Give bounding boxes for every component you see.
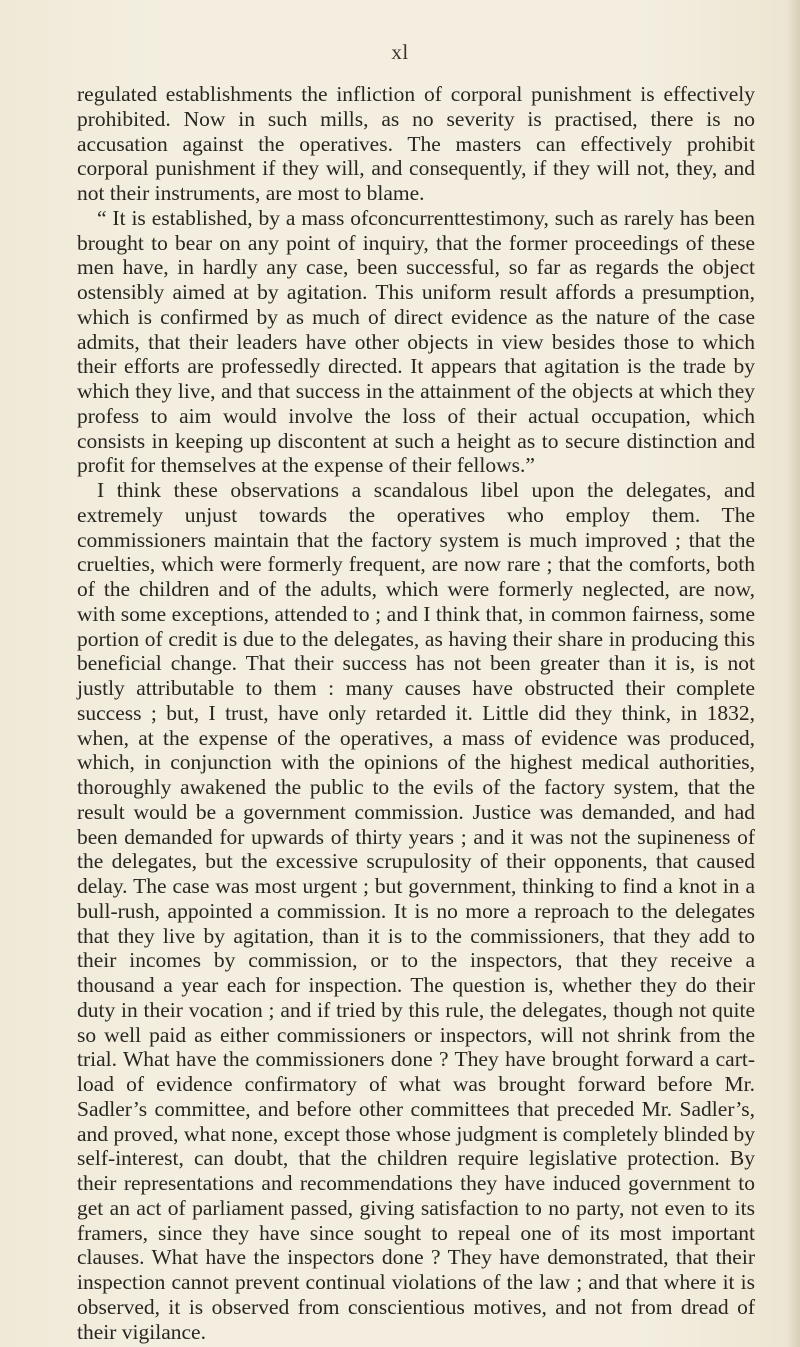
paragraph-continuation: regulated establishments the infliction of corporal punishment is effectively prohibited. Now in such mills, as no severity is practised, there is no accusation against the operatives. The masters can effectively prohibit corporal punishment if they will, and consequently, if they will not, they, and not their instruments, are most to blame. — [77, 82, 755, 205]
page-number: xl — [391, 40, 409, 64]
page-edge-shadow — [786, 0, 800, 1347]
body-text — [77, 82, 755, 1344]
paragraph-quotation: “ It is established, by a mass ofconcurrenttestimony, such as rarely has been brought to bear on any point of inquiry, that the former proceedings of these men have, in hardly any case, been successful, so far as regards the object ostensibly aimed at by agitation. This uniform result affords a presumption, which is confirmed by as much of direct evidence as the nature of the case admits, that their leaders have other objects in view besides those to which their efforts are professedly directed. It appears that agitation is the trade by which they live, and that success in the attainment of the objects at which they profess to aim would involve the loss of their actual occupation, which consists in keeping up discontent at such a height as to secure distinction and profit for themselves at the expense of their fellows.” — [77, 205, 755, 478]
paragraph-commentary: I think these observations a scandalous libel upon the delegates, and extremely unjust towards the operatives who employ them. The commissioners maintain that the factory system is much improved ; that the cruelties, which were formerly frequent, are now rare ; that the comforts, both of the children and of the adults, which were formerly neglected, are now, with some exceptions, attended to ; and I think that, in common fairness, some portion of credit is due to the delegates, as having their share in producing this beneficial change. That their success has not been greater than it is, is not justly attributable to them : many causes have obstructed their complete success ; but, I trust, have only retarded it. Little did they think, in 1832, when, at the expense of the operatives, a mass of evidence was produced, which, in conjunction with the opinions of the highest medical authorities, thoroughly awakened the public to the evils of the factory system, that the result would be a government commission. Justice was demanded, and had been demanded for upwards of thirty years ; and it was not the supineness of the delegates, but the excessive scrupulosity of their opponents, that caused delay. The case was most urgent ; but government, thinking to find a knot in a bull-rush, appointed a commission. It is no more a reproach to the delegates that they live by agitation, than it is to the commissioners, that they add to their incomes by commission, or to the inspectors, that they receive a thousand a year each for inspection. The question is, whether they do their duty in their vocation ; and if tried by this rule, the delegates, though not quite so well paid as either commissioners or inspectors, will not shrink from the trial. What have the commissioners done ? They have brought forward a cart-load of evidence confirmatory of what was brought forward before Mr. Sadler’s committee, and before other committees that preceded Mr. Sadler’s, and proved, what none, except those whose judgment is completely blinded by self-interest, can doubt, that the children require legislative protection. By their representations and recommendations they have induced government to get an act of parliament passed, giving satisfaction to no party, not even to its framers, since they have since sought to repeal one of its most important clauses. What have the inspectors done ? They have demonstrated, that their inspection cannot prevent continual violations of the law ; and that where it is observed, it is observed from conscientious motives, and not from dread of their vigilance. — [77, 478, 755, 1344]
